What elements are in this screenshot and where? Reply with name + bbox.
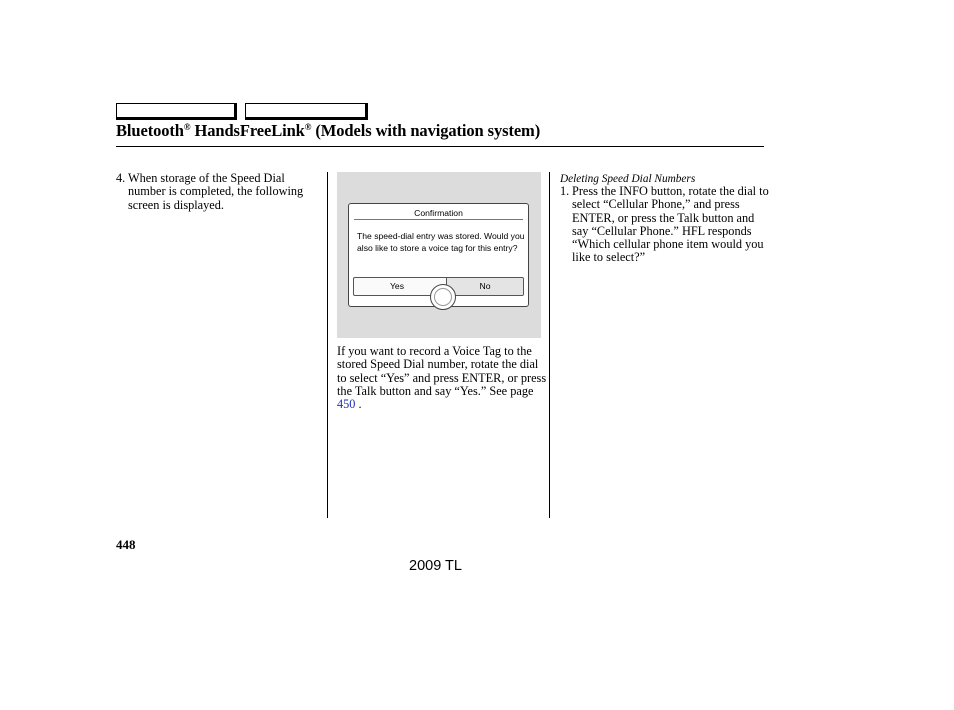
step-text: Press the INFO button, rotate the dial to select “Cellular Phone,” and press ENTER, or press the Talk button and say “Cellular Phone.” HFL responds “Which cellular phone item would you like to select?” [572,184,769,265]
page-number: 448 [116,537,136,552]
yes-button[interactable]: Yes [389,281,405,291]
no-button[interactable]: No [446,278,523,295]
dialog-divider [354,219,523,220]
column-divider [549,172,550,518]
paragraph-end: . [355,397,362,412]
confirmation-dialog [348,203,529,307]
section-tab-2[interactable] [245,103,368,120]
registered-mark: ® [183,122,191,132]
page-reference-link[interactable]: 450 [337,397,356,412]
step-number: 1. [560,184,570,198]
model-label: 2009 TL [409,558,462,574]
title-models: (Models with navigation system) [311,121,541,140]
dialog-button-bar [353,277,524,296]
voice-tag-paragraph [337,345,547,411]
step-text: When storage of the Speed Dial number is completed, the following screen is displayed. [128,171,304,212]
paragraph-text: If you want to record a Voice Tag to the stored Speed Dial number, rotate the dial to select “Yes” and press ENTER, or press the Talk button and say “Yes.” See page [337,344,547,398]
title-bluetooth: Bluetooth [116,121,184,140]
dialog-message: The speed-dial entry was stored. Would you also like to store a voice tag for this entry? [357,231,525,253]
section-subheading: Deleting Speed Dial Numbers [560,173,696,185]
dialog-title: Confirmation [414,208,463,218]
selector-knob-icon [430,284,456,310]
step-4 [116,172,316,212]
step-number: 4. [116,171,126,185]
delete-step-1 [560,185,770,265]
title-rule [116,146,764,147]
column-divider [327,172,328,518]
section-tab-1[interactable] [116,103,237,120]
title-handsfreelink: HandsFreeLink [190,121,305,140]
page-title [116,121,540,141]
registered-mark: ® [304,122,312,132]
